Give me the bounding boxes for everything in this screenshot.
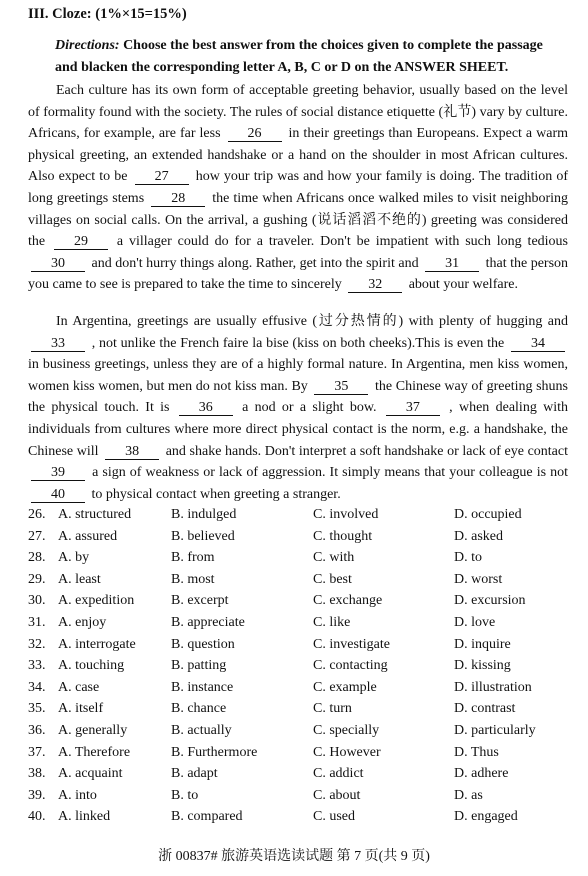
option-a: A. case [58,679,100,695]
option-c: C. example [313,679,377,695]
option-c: C. contacting [313,658,388,674]
option-row [28,742,568,764]
directions-label: Directions: [55,38,120,53]
blank-35: 35 [314,380,368,395]
option-d: D. contrast [454,701,516,717]
directions [55,35,567,78]
directions-text: Choose the best answer from the choices given to complete the passage and blacken the corresponding letter A, B, C or D on the ANSWER SHEET. [55,38,543,75]
blank-30: 30 [31,257,85,272]
passage-text: in their greetings than Europeans. Expect a warm physical greeting, an extended handshake or a hand on the shoulder in most African cultures. Also expect to be [28,126,569,185]
passage-text: and don't hurry things along. Rather, get into the spirit and [91,255,419,271]
option-row [28,806,568,828]
passage-paragraph-1 [28,80,568,296]
passage-text: the time when Africans once walked miles to visit neighboring villages on social calls. On the arrival, a gushing (说话滔滔不绝的) greeting was considered the [28,190,569,250]
option-a: A. enjoy [58,614,107,630]
option-c: C. best [313,571,352,587]
option-b: B. appreciate [171,614,245,630]
question-number: 37. [28,744,46,760]
passage-text: the Chinese way of greeting shuns the physical touch. It is [28,378,569,416]
question-number: 39. [28,787,46,803]
blank-40: 40 [31,488,85,503]
question-number: 34. [28,679,46,695]
blank-26: 26 [228,127,282,142]
option-row [28,720,568,742]
option-a: A. expedition [58,593,135,609]
option-row [28,547,568,569]
option-d: D. engaged [454,809,518,825]
options-list [28,504,568,828]
passage-text: In Argentina, greetings are usually effusive (过分热情的) with plenty of hugging and [56,314,568,329]
option-d: D. to [454,550,482,566]
blank-38: 38 [105,445,159,460]
option-d: D. excursion [454,593,526,609]
option-b: B. instance [171,679,234,695]
blank-37: 37 [386,401,440,416]
option-c: C. investigate [313,636,390,652]
passage-text: about your welfare. [408,277,518,293]
option-b: B. question [171,636,235,652]
passage-text: how your trip was and how your family is doing. The tradition of long greetings stems [28,169,569,206]
option-a: A. linked [58,809,111,825]
option-b: B. believed [171,528,235,544]
question-number: 35. [28,701,46,717]
option-row [28,612,568,634]
question-number: 40. [28,809,46,825]
option-c: C. However [313,744,381,760]
option-c: C. exchange [313,593,383,609]
option-row [28,569,568,591]
question-number: 28. [28,550,46,566]
option-a: A. itself [58,701,104,717]
passage-paragraph-2 [28,311,568,505]
option-row [28,698,568,720]
option-d: D. worst [454,571,503,587]
option-b: B. indulged [171,507,237,522]
option-row [28,634,568,656]
blank-36: 36 [179,401,233,416]
question-number: 32. [28,636,46,652]
option-a: A. into [58,787,97,803]
option-c: C. about [313,787,361,803]
blank-31: 31 [425,257,479,272]
question-number: 31. [28,614,46,630]
option-b: B. chance [171,701,227,717]
question-number: 36. [28,722,46,738]
option-c: C. turn [313,701,352,717]
option-d: D. Thus [454,744,499,760]
option-c: C. involved [313,507,379,522]
blank-39: 39 [31,466,85,481]
option-b: B. adapt [171,766,218,782]
option-a: A. by [58,550,90,566]
page-footer: 浙 00837# 旅游英语选读试题 第 7 页(共 9 页) [158,849,430,864]
option-b: B. most [171,571,215,587]
option-d: D. adhere [454,766,509,782]
option-a: A. interrogate [58,636,136,652]
option-row [28,655,568,677]
option-a: A. least [58,571,101,587]
option-b: B. Furthermore [171,744,258,760]
question-number: 38. [28,766,46,782]
question-number: 27. [28,528,46,544]
option-c: C. like [313,614,351,630]
option-c: C. with [313,550,355,566]
question-number: 29. [28,571,46,587]
option-c: C. addict [313,766,364,782]
passage-text: and shake hands. Don't interpret a soft handshake or lack of eye contact [165,443,568,459]
option-row [28,763,568,785]
option-d: D. illustration [454,679,532,695]
option-a: A. acquaint [58,766,123,782]
question-number: 30. [28,593,46,609]
blank-27: 27 [135,170,189,185]
question-number: 26. [28,507,46,522]
option-b: B. from [171,550,215,566]
option-d: D. inquire [454,636,511,652]
passage-text: , when dealing with individuals from cultures where more direct physical contact is the norm, e.g. a handshake, the Chinese will [28,400,569,459]
blank-34: 34 [511,337,565,352]
passage-text: that the person you came to see is prepared to take the time to sincerely [28,255,569,293]
blank-29: 29 [54,235,108,250]
option-c: C. specially [313,722,380,738]
passage-text: to physical contact when greeting a stranger. [91,486,341,502]
option-b: B. actually [171,722,232,738]
option-b: B. patting [171,658,227,674]
passage-text: a villager could do for a traveler. Don't be impatient with such long tedious [116,234,568,250]
option-d: D. occupied [454,507,522,522]
question-number: 33. [28,658,46,674]
passage-text: , not unlike the French faire la bise (kiss on both cheeks).This is even the [91,335,505,351]
option-d: D. love [454,614,496,630]
passage-text: in business greetings, unless they are of a highly formal nature. In Argentina, men kiss women, women kiss women, but men do not kiss man. By [28,357,568,394]
option-a: A. assured [58,528,118,544]
option-d: D. asked [454,528,503,544]
passage-text: Each culture has its own form of acceptable greeting behavior, usually based on the level of formality found with the society. The rules of social distance etiquette (礼节) vary by culture. Africans, for example, are far less [28,83,568,142]
option-a: A. generally [58,722,128,738]
blank-32: 32 [348,278,402,293]
option-c: C. used [313,809,355,825]
option-row [28,526,568,548]
blank-33: 33 [31,337,85,352]
option-d: D. particularly [454,722,536,738]
option-c: C. thought [313,528,373,544]
option-b: B. excerpt [171,593,229,609]
passage-text: a nod or a slight bow. [242,400,377,416]
option-a: A. touching [58,658,125,674]
option-b: B. compared [171,809,243,825]
option-d: D. as [454,787,483,803]
option-row [28,590,568,612]
option-a: A. Therefore [58,744,131,760]
passage-text: a sign of weakness or lack of aggression. It simply means that your colleague is not [92,465,568,481]
option-row [28,785,568,807]
option-a: A. structured [58,507,132,522]
option-b: B. to [171,787,199,803]
option-row [28,677,568,699]
option-d: D. kissing [454,658,511,674]
option-row [28,504,568,526]
blank-28: 28 [151,192,205,207]
section-heading: III. Cloze: (1%×15=15%) [28,6,187,22]
